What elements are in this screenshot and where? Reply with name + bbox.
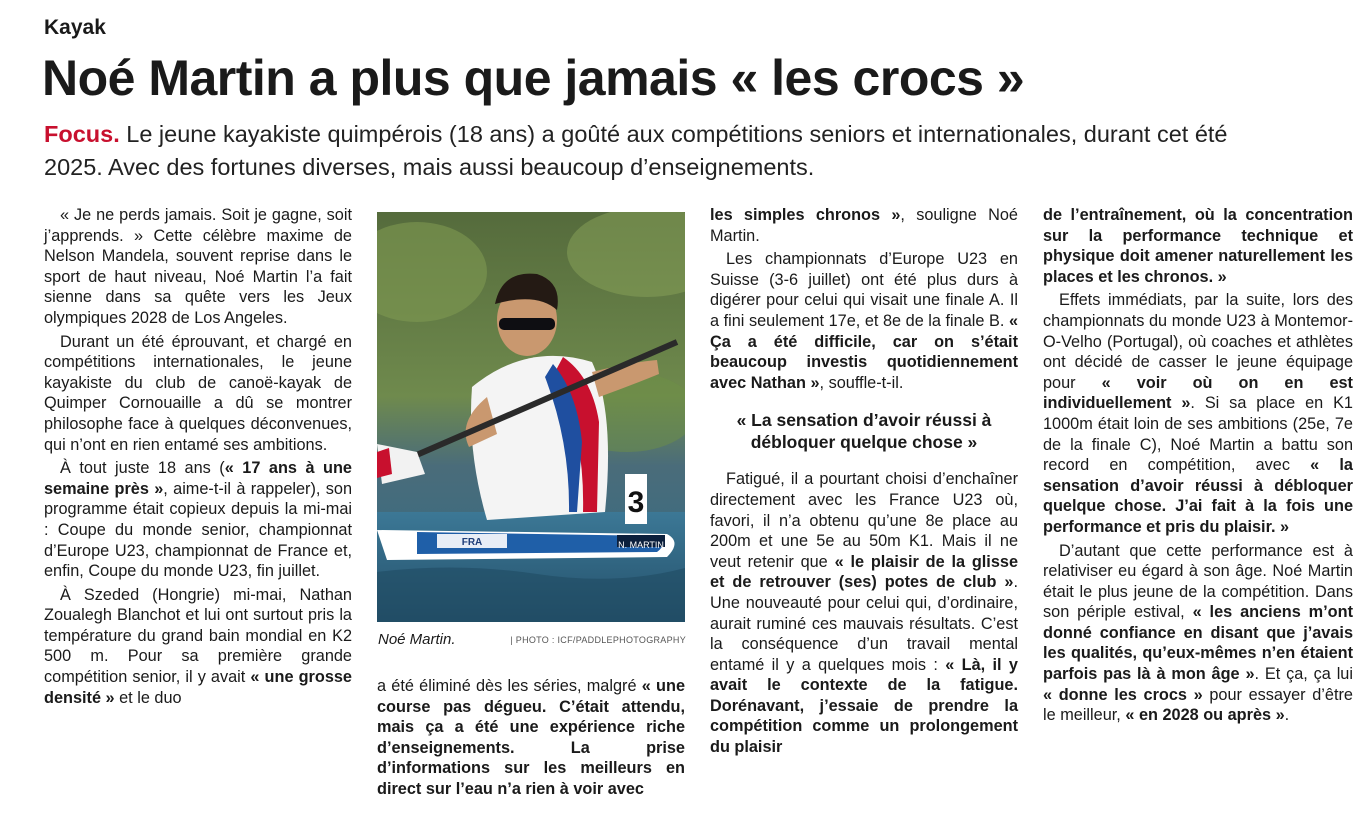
paragraph: [1043, 541, 1353, 726]
standfirst-text: Le jeune kayakiste quimpérois (18 ans) a goûté aux compétitions seniors et internationales, durant cet été 2025. Avec des fortunes diverses, mais aussi beaucoup d’enseignements.: [44, 121, 1228, 180]
quote: « Là, il y avait le contexte de la fatigue. Dorénavant, j’essaie de prendre la compétition comme un prolongement du plaisir: [710, 655, 1018, 757]
caption-name: Noé Martin.: [378, 631, 456, 648]
text: Durant un été éprouvant, et chargé en compétitions internationales, le jeune kayakiste du club de canoë-kayak de Quimper Cornouaille a dû se montrer philosophe face à quelques déconvenues, qui n’ont en rien entamé ses ambitions.: [44, 332, 352, 454]
standfirst: [44, 118, 1244, 184]
headline: Noé Martin a plus que jamais « les crocs »: [42, 50, 1025, 106]
text: Effets immédiats, par la suite, lors des championnats du monde U23 à Montemor-O-Velho (Portugal), où coaches et athlètes ont décidé de casser le jeune équipage pour: [1043, 291, 1353, 392]
quote: de l’entraînement, où la concentration sur la performance technique et physique doit amener naturellement les places et les chronos. »: [1043, 206, 1353, 286]
quote: « le plaisir de la glisse et de retrouver (ses) potes de club »: [710, 552, 1018, 592]
paragraph: [710, 469, 1018, 757]
text: , aime-t-il à rappeler), son programme était copieux depuis la mi-mai : Coupe du monde senior, championnat d’Europe U23, championnat de France et, enfin, Coupe du monde U23, fin juillet.: [44, 479, 352, 581]
paragraph: [1043, 290, 1353, 537]
column-2: [377, 676, 685, 803]
column-1: [44, 205, 352, 711]
section-rubric: Kayak: [44, 16, 106, 39]
text: À tout juste 18 ans (: [60, 459, 225, 478]
text: . Une nouveauté pour celui qui, d’ordinaire, aurait ruminé ces mauvais résultats. C’est la conséquence d’un travail mental entamé il y a quelques mois :: [710, 573, 1018, 674]
text: Fatigué, il a pourtant choisi d’enchaîner directement avec les France U23 où, favori, il n’a obtenu qu’une 8e place au 200m et une 5e au 50m K1. Mais il ne veut retenir que: [710, 470, 1018, 571]
boat-number: 3: [627, 486, 645, 519]
boat-country-label: FRA: [461, 537, 483, 548]
text: , souffle-t-il.: [819, 373, 904, 392]
text: À Szeded (Hongrie) mi-mai, Nathan Zoualegh Blanchot et lui ont surtout pris la température du grand bain mondial en K2 500 m. Pour sa première grande compétition senior, il y avait: [44, 585, 352, 687]
quote: « Ça a été difficile, car on s’était beaucoup investis quotidiennement avec Nathan »: [710, 311, 1018, 392]
text: a été éliminé dès les séries, malgré: [377, 677, 642, 695]
quote: les simples chronos »: [710, 206, 901, 224]
text: et le duo: [114, 688, 182, 707]
photo-caption: [378, 631, 686, 651]
text: . Si sa place en K1 1000m était loin de ses ambitions (25e, 7e de la finale C), Noé Martin a battu son record en compétition, avec: [1043, 394, 1353, 475]
column-3: [710, 205, 1018, 761]
paragraph: [710, 249, 1018, 393]
quote: « 17 ans à une semaine près »: [44, 459, 352, 498]
quote: « les anciens m’ont donné confiance en disant que j’avais les qualités, qu’eux-mêmes n’en étaient parfois pas là à mon âge »: [1043, 603, 1353, 684]
focus-label: Focus.: [44, 121, 120, 147]
text: . Et ça, ça lui: [1254, 665, 1353, 684]
text: Les championnats d’Europe U23 en Suisse (3-6 juillet) ont été plus durs à digérer pour celui qui visait une finale A. Il a fini seulement 17e, et 8e de la finale B.: [710, 250, 1018, 330]
quote: « une course pas dégueu. C’était attendu, mais ça a été une expérience riche d’enseignements. La prise d’informations sur les meilleurs en direct sur l’eau n’a rien à voir avec: [377, 677, 685, 798]
paragraph: [1043, 205, 1353, 287]
kayaker-illustration: [377, 212, 685, 622]
text: pour essayer d’être le meilleur,: [1043, 685, 1353, 725]
photo-credit: | PHOTO : ICF/PADDLEPHOTOGRAPHY: [510, 635, 686, 645]
boat-name-label: N. MARTIN: [618, 540, 664, 550]
text: « Je ne perds jamais. Soit je gagne, soit j’apprends. » Cette célèbre maxime de Nelson Mandela, souvent reprise dans le sport de haut niveau, Noé Martin l’a fait sienne dans sa quête vers les Jeux olympiques 2028 de Los Angeles.: [44, 206, 352, 327]
paragraph: [377, 676, 685, 800]
quote: « la sensation d’avoir réussi à débloquer quelque chose. J’ai fait à la fois une performance et pris du plaisir. »: [1043, 456, 1353, 536]
text: D’autant que cette performance est à relativiser eu égard à son âge. Noé Martin était le plus jeune de la compétition. Dans son périple estival,: [1043, 541, 1353, 622]
quote: « donne les crocs »: [1043, 685, 1203, 704]
quote: « en 2028 ou après »: [1125, 706, 1285, 725]
quote: « voir où on en est individuellement »: [1043, 373, 1353, 413]
paragraph: [710, 205, 1018, 246]
paragraph: [44, 585, 352, 709]
intertitle: « La sensation d’avoir réussi à débloquer quelque chose »: [736, 410, 992, 453]
paragraph: [44, 458, 352, 582]
quote: « une grosse densité »: [44, 668, 352, 707]
paragraph: [44, 205, 352, 329]
text: , souligne Noé Martin.: [710, 206, 1018, 245]
column-4: [1043, 205, 1353, 729]
text: .: [1284, 706, 1290, 725]
article-photo: [377, 212, 685, 622]
paragraph: [44, 332, 352, 456]
